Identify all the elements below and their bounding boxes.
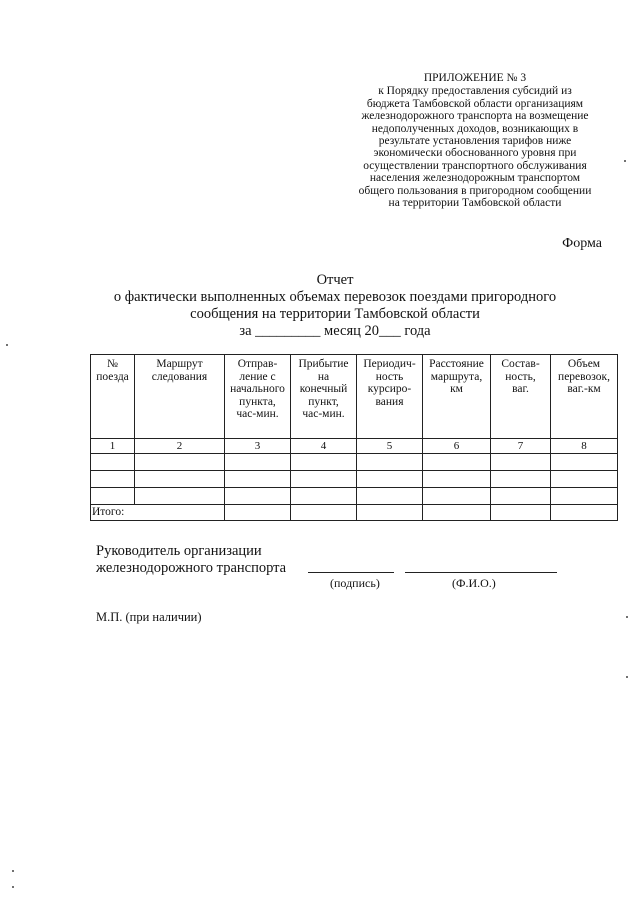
table-cell — [423, 488, 491, 505]
scan-speck — [626, 676, 628, 678]
table-cell — [291, 454, 357, 471]
table-cell — [135, 471, 225, 488]
appendix-line: недополученных доходов, возникающих в — [371, 122, 579, 135]
signature-line — [308, 572, 394, 573]
scan-speck — [6, 344, 8, 346]
table-cell — [357, 505, 423, 521]
table-cell — [491, 488, 551, 505]
table-cell — [357, 471, 423, 488]
table-header-row — [91, 355, 618, 439]
column-number: 7 — [491, 439, 551, 454]
table-cell — [135, 454, 225, 471]
header-train-number: № поезда — [91, 355, 135, 439]
appendix-line: экономически обоснованного уровня при — [373, 147, 577, 160]
report-subtitle-line: о фактически выполненных объемах перевозок поездами пригородного — [113, 289, 557, 305]
table-row — [91, 488, 618, 505]
table-cell — [291, 471, 357, 488]
report-title: Отчет — [316, 272, 354, 288]
table-cell — [91, 454, 135, 471]
appendix-block — [325, 72, 625, 209]
report-period-line: за _________ месяц 20___ года — [239, 323, 431, 339]
name-caption: (Ф.И.О.) — [452, 576, 496, 590]
table-cell — [551, 505, 618, 521]
column-number: 3 — [225, 439, 291, 454]
table-cell — [225, 454, 291, 471]
column-number: 5 — [357, 439, 423, 454]
table-cell — [551, 471, 618, 488]
form-label: Форма — [562, 236, 602, 251]
table-cell — [491, 505, 551, 521]
table-cell — [357, 488, 423, 505]
table-cell — [551, 454, 618, 471]
table-cell — [225, 505, 291, 521]
column-number: 1 — [91, 439, 135, 454]
table-cell — [423, 471, 491, 488]
report-heading — [80, 272, 590, 340]
report-table — [90, 354, 618, 521]
table-cell — [357, 454, 423, 471]
appendix-line: бюджета Тамбовской области организациям — [366, 97, 584, 110]
table-cell — [491, 454, 551, 471]
stamp-note: М.П. (при наличии) — [96, 610, 202, 624]
header-volume: Объем перевозок, ваг.-км — [551, 355, 618, 439]
table-row — [91, 454, 618, 471]
appendix-title: ПРИЛОЖЕНИЕ № 3 — [423, 72, 527, 84]
header-departure: Отправ- ление с начального пункта, час-мин. — [225, 355, 291, 439]
appendix-line: населения железнодорожным транспортом — [369, 172, 581, 185]
table-cell — [551, 488, 618, 505]
appendix-line: на территории Тамбовской области — [388, 197, 562, 210]
table-cell — [423, 505, 491, 521]
appendix-line: железнодорожного транспорта на возмещение — [361, 110, 589, 123]
signature-caption: (подпись) — [330, 576, 380, 590]
scan-speck — [626, 616, 628, 618]
appendix-line: осуществлении транспортного обслуживания — [363, 159, 587, 172]
header-periodicity: Периодич- ность курсиро- вания — [357, 355, 423, 439]
header-composition: Состав- ность, ваг. — [491, 355, 551, 439]
column-number-row — [91, 439, 618, 454]
table-cell — [135, 488, 225, 505]
table-cell — [91, 488, 135, 505]
table-cell — [91, 471, 135, 488]
report-subtitle-line: сообщения на территории Тамбовской области — [190, 306, 480, 322]
scan-speck — [624, 160, 626, 162]
signatory-title-line: железнодорожного транспорта — [96, 560, 287, 576]
column-number: 6 — [423, 439, 491, 454]
column-number: 8 — [551, 439, 618, 454]
table-cell — [225, 488, 291, 505]
table-cell — [491, 471, 551, 488]
total-label: Итого: — [91, 505, 225, 521]
header-distance: Расстояние маршрута, км — [423, 355, 491, 439]
column-number: 2 — [135, 439, 225, 454]
table-cell — [423, 454, 491, 471]
signatory-title-line: Руководитель организации — [96, 543, 262, 559]
signatory-block — [96, 543, 286, 577]
appendix-line: общего пользования в пригородном сообщении — [358, 184, 592, 197]
header-arrival: Прибытие на конечный пункт, час-мин. — [291, 355, 357, 439]
scan-speck — [12, 870, 14, 872]
name-line — [405, 572, 557, 573]
scan-speck — [12, 886, 14, 888]
column-number: 4 — [291, 439, 357, 454]
table-cell — [291, 488, 357, 505]
appendix-line: к Порядку предоставления субсидий из — [378, 85, 572, 98]
table-cell — [291, 505, 357, 521]
table-row — [91, 471, 618, 488]
appendix-line: результате установления тарифов ниже — [378, 135, 572, 148]
total-row — [91, 505, 618, 521]
table-cell — [225, 471, 291, 488]
header-route: Маршрут следования — [135, 355, 225, 439]
